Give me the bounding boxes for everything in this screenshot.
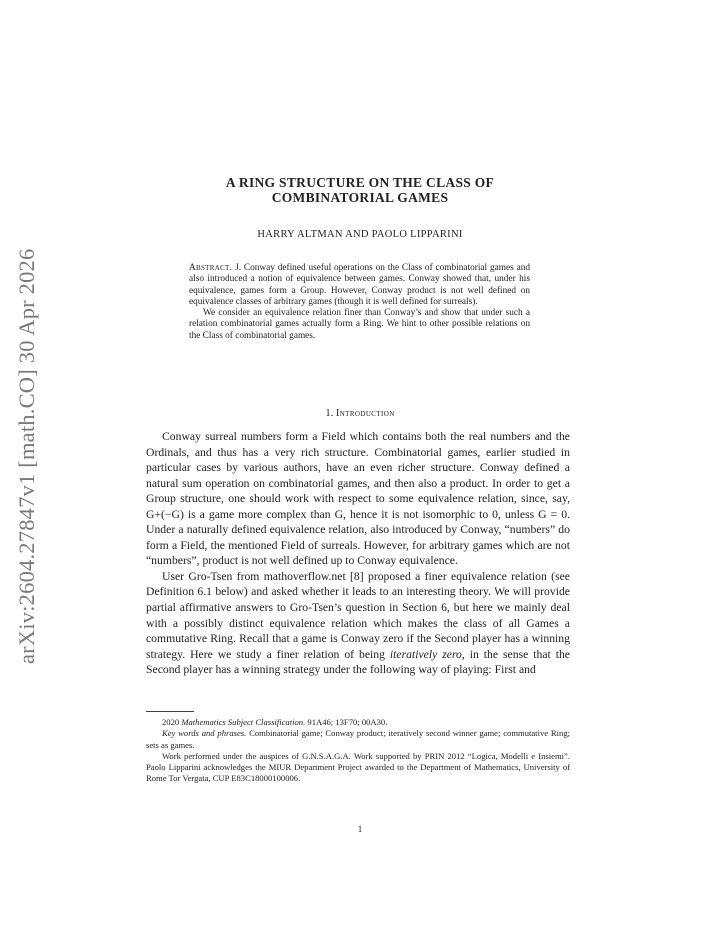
abstract-text-1: J. Conway defined useful operations on the Class of combinatorial games and also introduced a notion of equivalence between games. Conway showed that, under his equivalence, games form a Group. However, Conway product is not well defined on equivalence classes of arbitrary games (though it is well defined for surreals).	[189, 263, 531, 307]
footnote-msc-codes: 91A46; 13F70; 00A30.	[307, 717, 388, 727]
section-heading	[150, 408, 570, 419]
abstract	[189, 263, 530, 342]
paper-title-line-1: A RING STRUCTURE ON THE CLASS OF	[225, 175, 495, 190]
body-paragraph-2-text-a: User Gro-Tsen from mathoverflow.net [8] proposed a finer equivalence relation (see Definition 6.1 below) and asked whether it leads to an interesting theory. We will provide partial affirmative answers to Gro-Tsen’s question in Section 6, but here we mainly deal with a possibly distinct equivalence relation which makes the class of all Games a commutative Ring. Recall that a game is Conway zero if the Second player has a winning strategy. Here we study a finer relation of being	[146, 569, 570, 661]
abstract-paragraph-2: We consider an equivalence relation finer than Conway’s and show that under such a relation combinatorial games actually form a Ring. We hint to other possible relations on the Class of combinatorial games.	[189, 308, 530, 341]
footnote-keywords	[146, 728, 570, 751]
abstract-label: Abstract.	[189, 263, 233, 273]
footnote-msc	[146, 717, 570, 728]
footnotes	[146, 717, 570, 785]
section-title: Introduction	[335, 408, 395, 419]
footnote-keywords-text: Combinatorial game; Conway product; iteratively second winner game; commutative Ring; sets as games.	[146, 728, 570, 750]
paper-title-line-2: COMBINATORIAL GAMES	[271, 190, 449, 205]
footnote-msc-year: 2020	[162, 717, 180, 727]
body-paragraph-2-text-b: , in the sense that the Second player has a winning strategy under the following way of playing: First and	[146, 647, 570, 677]
section-number: 1.	[325, 408, 334, 419]
paper-title	[150, 175, 570, 205]
footnote-funding: Work performed under the auspices of G.N.S.A.G.A. Work supported by PRIN 2012 “Logica, Modelli e Insiemi”. Paolo Lipparini acknowledges the MIUR Department Project awarded to the Department of Mathematics, University of Rome Tor Vergata, CUP E83C18000100006.	[146, 750, 570, 784]
abstract-paragraph-1	[189, 263, 530, 308]
footnote-rule	[146, 711, 194, 712]
page-number: 1	[357, 824, 363, 834]
body-emphasis-iteratively-zero: iteratively zero	[389, 647, 462, 661]
arxiv-identifier-stamp: arXiv:2604.27847v1 [math.CO] 30 Apr 2026	[14, 248, 39, 664]
footnote-keywords-label: Key words and phrases.	[162, 728, 247, 739]
body-text	[146, 429, 570, 678]
footnote-msc-label: Mathematics Subject Classification.	[181, 717, 306, 727]
paper-authors: HARRY ALTMAN AND PAOLO LIPPARINI	[257, 229, 463, 240]
body-paragraph-2	[146, 569, 570, 678]
body-paragraph-1: Conway surreal numbers form a Field which contains both the real numbers and the Ordinals, and thus has a very rich structure. Combinatorial games, earlier studied in particular cases by various authors, have an even richer structure. Conway defined a natural sum operation on combinatorial games, and then also a product. In order to get a Group structure, one should work with respect to some equivalence relation, since, say, G+(−G) is a game more complex than G, hence it is not isomorphic to 0, unless G = 0. Under a naturally defined equivalence relation, also introduced by Conway, “numbers” do form a Field, the mentioned Field of surreals. However, for arbitrary games which are not “numbers”, product is not well defined up to Conway equivalence.	[146, 430, 570, 568]
